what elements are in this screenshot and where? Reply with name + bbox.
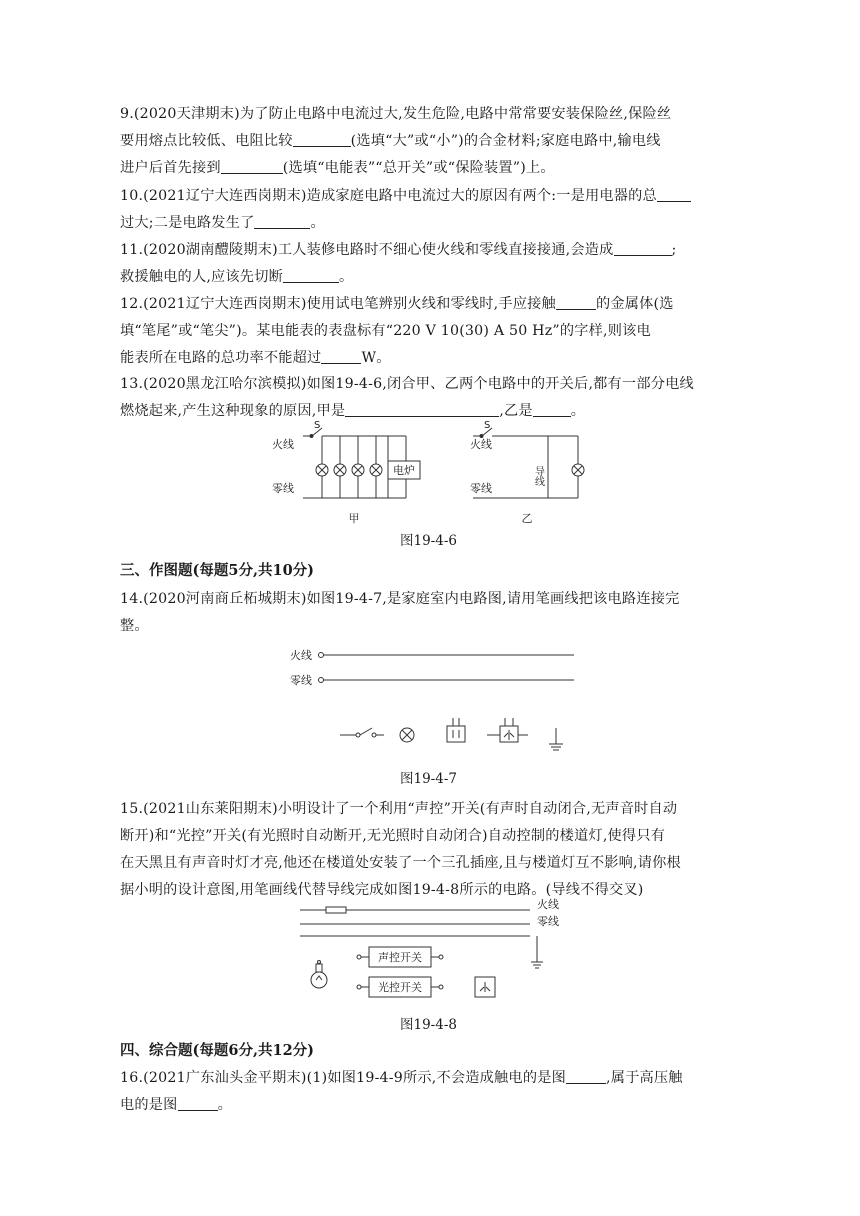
q12-line-3: 能表所在电路的总功率不能超过 W。 [120, 350, 391, 366]
question-14 [120, 586, 740, 640]
figure-caption: 图19-4-6 [400, 533, 457, 549]
q11-line-1: 11.(2020湖南醴陵期末)工人装修电路时不细心使火线和零线直接接通,会造成 ; [120, 242, 677, 258]
q16-line-2: 电的是图 。 [120, 1097, 232, 1113]
ground-icon [531, 962, 543, 968]
answer-blank [566, 1069, 606, 1084]
answer-blank [556, 295, 596, 310]
figure-19-4-6 [0, 418, 860, 538]
circuit-yi-label: 乙 [521, 512, 533, 525]
section-4-heading: 四、综合题(每题6分,共12分) [120, 1042, 315, 1059]
switch-label: S [314, 420, 321, 431]
question-9 [120, 101, 740, 182]
neutral-wire-label: 零线 [470, 482, 492, 495]
three-hole-socket-icon [487, 718, 528, 742]
live-wire-label: 火线 [537, 898, 559, 911]
fuse-icon [326, 907, 346, 913]
two-hole-socket-icon [447, 718, 465, 742]
light-bulb-icon [311, 961, 327, 989]
question-13 [120, 371, 740, 425]
live-wire-label: 火线 [290, 649, 312, 662]
q13-line-1: 13.(2020黑龙江哈尔滨模拟)如图19-4-6,闭合甲、乙两个电路中的开关后,都有一部分电线 [120, 376, 694, 392]
circuit-jia-label: 甲 [348, 512, 360, 525]
q15-line-3: 在天黑且有声音时灯才亮,他还在楼道处安装了一个三孔插座,且与楼道灯互不影响,请你根 [120, 855, 681, 871]
answer-blank [533, 402, 571, 417]
stove-label: 电炉 [393, 464, 415, 477]
sound-switch-label: 声控开关 [378, 951, 422, 964]
q12-line-1: 12.(2021辽宁大连西岗期末)使用试电笔辨别火线和零线时,手应接触 的金属体(选 [120, 296, 674, 312]
q15-line-2: 断开)和“光控”开关(有光照时自动断开,无光照时自动闭合)自动控制的楼道灯,使得只有 [120, 828, 666, 844]
section-3-heading: 三、作图题(每题5分,共10分) [120, 562, 315, 579]
lamp-icon [572, 464, 584, 476]
lamp-icon [316, 464, 382, 476]
switch-icon [340, 728, 384, 737]
wire-label: 导线 [532, 466, 544, 486]
q14-line-2: 整。 [120, 618, 149, 634]
neutral-wire-label: 零线 [272, 482, 294, 495]
q16-line-1: 16.(2021广东汕头金平期末)(1)如图19-4-9所示,不会造成触电的是图 ,属于高压触 [120, 1070, 683, 1086]
answer-blank [221, 159, 283, 174]
figure-19-4-8 [0, 898, 860, 1008]
answer-blank [293, 132, 351, 147]
three-hole-socket-icon [475, 977, 495, 997]
q15-line-4: 据小明的设计意图,用笔画线代替导线完成如图19-4-8所示的电路。(导线不得交叉) [120, 882, 644, 898]
q10-line-1: 10.(2021辽宁大连西岗期末)造成家庭电路中电流过大的原因有两个:一是用电器的总 [120, 183, 740, 210]
figure-caption: 图19-4-8 [400, 1017, 457, 1033]
neutral-wire-label: 零线 [290, 674, 312, 687]
figure-19-4-7 [0, 640, 860, 770]
q10-line-2: 过大;二是电路发生了 。 [120, 215, 325, 231]
light-switch-label: 光控开关 [378, 981, 422, 994]
answer-blank [178, 1096, 218, 1111]
answer-blank [321, 349, 361, 364]
question-16 [120, 1065, 740, 1119]
lamp-icon [400, 728, 414, 742]
answer-blank [254, 214, 310, 229]
figure-caption: 图19-4-7 [400, 771, 457, 787]
answer-blank [345, 402, 499, 417]
live-wire-label: 火线 [470, 438, 492, 451]
question-12 [120, 291, 740, 372]
q9-line-2: 要用熔点比较低、电阻比较 (选填“大”或“小”)的合金材料;家庭电路中,输电线 [120, 133, 661, 149]
live-wire-label: 火线 [272, 438, 294, 451]
question-10 [120, 183, 740, 237]
switch-label: S [484, 420, 491, 431]
question-15 [120, 796, 740, 904]
q13-line-2: 燃烧起来,产生这种现象的原因,甲是 ,乙是 。 [120, 403, 586, 419]
q11-line-2: 救援触电的人,应该先切断 。 [120, 269, 354, 285]
neutral-wire-label: 零线 [537, 915, 559, 928]
q14-line-1: 14.(2020河南商丘柘城期末)如图19-4-7,是家庭室内电路图,请用笔画线把该电路连接完 [120, 591, 680, 607]
q9-line-1: 9.(2020天津期末)为了防止电路中电流过大,发生危险,电路中常常要安装保险丝,保险丝 [120, 106, 672, 122]
answer-blank [283, 268, 339, 283]
q12-line-2: 填“笔尾”或“笔尖”)。某电能表的表盘标有“220 V 10(30) A 50 Hz”的字样,则该电 [120, 323, 651, 339]
q15-line-1: 15.(2021山东莱阳期末)小明设计了一个利用“声控”开关(有声时自动闭合,无声音时自动 [120, 801, 678, 817]
question-11 [120, 237, 740, 291]
q9-line-3: 进户后首先接到 (选填“电能表”“总开关”或“保险装置”)上。 [120, 160, 555, 176]
answer-blank [614, 241, 672, 256]
ground-icon [549, 728, 563, 750]
answer-blank [657, 187, 691, 202]
